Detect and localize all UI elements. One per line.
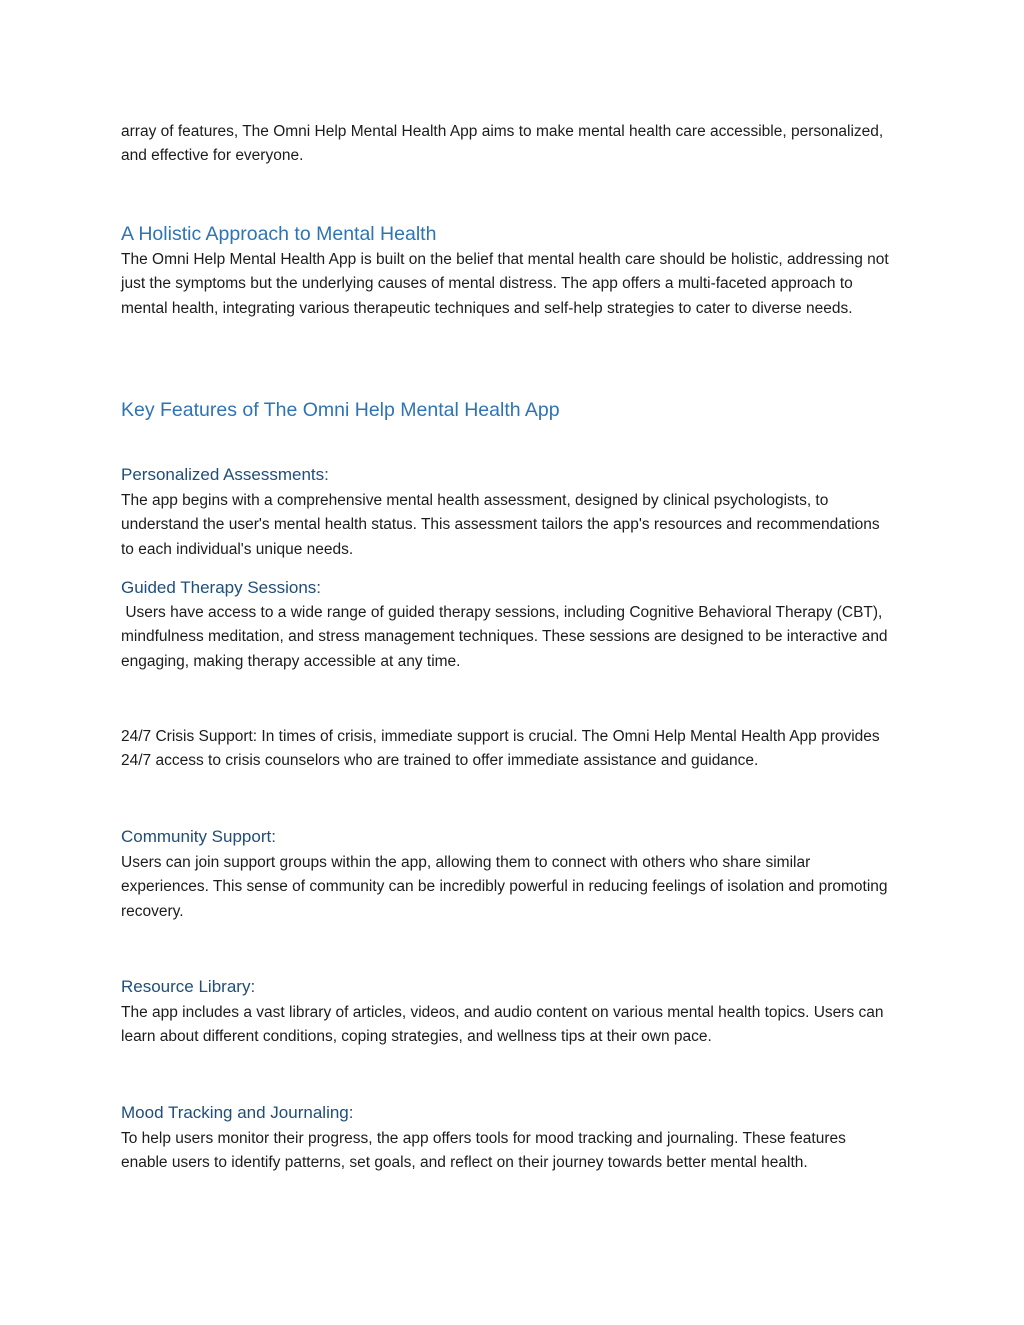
community-paragraph: Users can join support groups within the app, allowing them to connect with others who share similar experiences. This sense of community can be incredibly powerful in reducing feelings of isolation and promoting recovery.: [121, 854, 888, 920]
therapy-heading: Guided Therapy Sessions:: [121, 578, 322, 597]
mood-heading: Mood Tracking and Journaling:: [121, 1103, 354, 1122]
assessments-heading: Personalized Assessments:: [121, 465, 329, 484]
crisis-paragraph: 24/7 Crisis Support: In times of crisis, immediate support is crucial. The Omni Help Mental Health App provides 24/7 access to crisis counselors who are trained to offer immediate assistance and guidance.: [121, 728, 880, 770]
community-heading: Community Support:: [121, 827, 276, 846]
holistic-paragraph: The Omni Help Mental Health App is built on the belief that mental health care should be holistic, addressing not just the symptoms but the underlying causes of mental distress. The app offers a multi-faceted approach to mental health, integrating various therapeutic techniques and self-help strategies to cater to diverse needs.: [121, 251, 889, 317]
intro-paragraph: array of features, The Omni Help Mental Health App aims to make mental health care accessible, personalized, and effective for everyone.: [121, 123, 884, 165]
holistic-heading: A Holistic Approach to Mental Health: [121, 223, 437, 245]
therapy-paragraph: Users have access to a wide range of guided therapy sessions, including Cognitive Behavioral Therapy (CBT), mindfulness meditation, and stress management techniques. These sessions are designed to be interactive and engaging, making therapy accessible at any time.: [121, 604, 892, 670]
library-paragraph: The app includes a vast library of articles, videos, and audio content on various mental health topics. Users can learn about different conditions, coping strategies, and wellness tips at their own pace.: [121, 1004, 884, 1046]
library-heading: Resource Library:: [121, 977, 256, 996]
assessments-paragraph: The app begins with a comprehensive mental health assessment, designed by clinical psychologists, to understand the user's mental health status. This assessment tailors the app's resources and recommendations to each individual's unique needs.: [121, 492, 880, 558]
mood-paragraph: To help users monitor their progress, the app offers tools for mood tracking and journaling. These features enable users to identify patterns, set goals, and reflect on their journey towards better mental health.: [121, 1130, 846, 1172]
key-features-heading: Key Features of The Omni Help Mental Health App: [121, 399, 560, 421]
